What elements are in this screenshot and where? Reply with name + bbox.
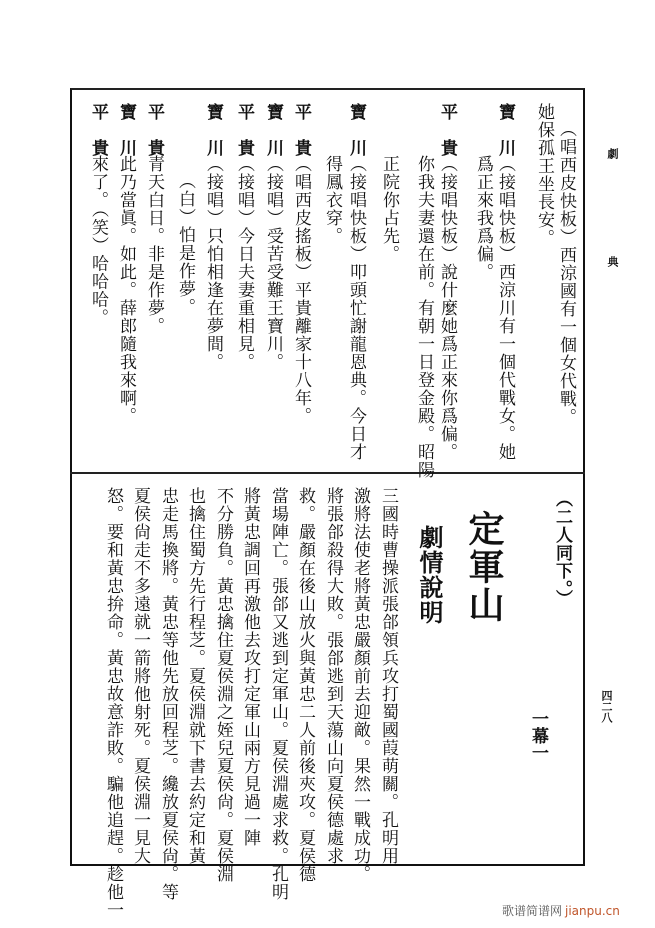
dialogue-line: 此乃當眞。如此。薛郎隨我來啊。 [116, 155, 136, 425]
speaker-label: 平貴 [437, 103, 457, 175]
synopsis-line: 三國時曹操派張郃領兵攻打蜀國葭萌關。孔明用 [378, 487, 398, 865]
synopsis-line: 夏侯尙走不多遠就一箭將他射死。夏侯淵一見大 [130, 487, 150, 865]
speaker-label: 平貴 [88, 103, 108, 175]
speaker-label: 平貴 [234, 103, 254, 175]
dialogue-line: （接唱）只怕相逢在夢間。 [203, 155, 223, 371]
dialogue-line: （唱西皮快板）西涼國有一個女代戰。 [556, 120, 576, 426]
speaker-label: 寶川 [203, 103, 223, 175]
page-number: 四二八 [600, 690, 613, 723]
synopsis-line: 不分勝負。黃忠擒住夏侯淵之姪兒夏侯尙。夏侯淵 [213, 487, 233, 883]
synopsis-line: 也擒住蜀方先行程芝。夏侯淵就下書去約定和黃 [185, 487, 205, 865]
synopsis-line: 將張郃殺得大敗。張郃逃到天蕩山向夏侯德處求 [323, 487, 343, 865]
watermark-cn: 歌谱简谱网 [502, 904, 563, 918]
dialogue-line: 來了。（笑）哈哈哈。 [88, 155, 108, 327]
dialogue-line: （唱西皮搖板）平貴離家十八年。 [291, 155, 311, 425]
margin-header-char-1: 劇 [606, 148, 619, 159]
section-divider [70, 472, 585, 474]
synopsis-line: 怒。要和黃忠拚命。黃忠故意詐敗。騙他追趕。趁他一 [103, 487, 123, 919]
synopsis-line: 將黃忠調回再激他去攻打定軍山兩方見過一陣 [240, 487, 260, 847]
dialogue-line: （接唱）受苦受難王寶川。 [263, 155, 283, 371]
dialogue-line: （接唱快板）叩頭忙謝龍恩典。今日才 [346, 155, 366, 461]
dialogue-line: 她保孤王坐長安。 [534, 103, 554, 247]
synopsis-line: 救。嚴顏在後山放火與黃忠二人前後夾攻。夏侯德 [295, 487, 315, 883]
act-end-marker: 一幕一 [528, 710, 548, 761]
dialogue-line: 你我夫妻還在前。有朝一日登金殿。昭陽 [414, 155, 434, 479]
dialogue-line: 爲正來我爲偏。 [473, 155, 493, 281]
dialogue-line: （接唱）今日夫妻重相見。 [234, 155, 254, 371]
margin-header-char-2: 典 [606, 256, 619, 267]
play-title: 定軍山 [463, 510, 505, 624]
watermark [502, 902, 620, 919]
dialogue-line: 得鳳衣穿。 [322, 155, 342, 245]
speaker-label: 寶川 [263, 103, 283, 175]
speaker-label: 平貴 [291, 103, 311, 175]
watermark-en: jianpu.cn [565, 904, 620, 918]
speaker-label: 寶川 [346, 103, 366, 175]
synopsis-line: 忠走馬換將。黃忠等他先放回程芝。纔放夏侯尙。等 [158, 487, 178, 901]
speaker-label: 寶川 [116, 103, 136, 175]
synopsis-heading: 劇情說明 [415, 525, 444, 625]
speaker-label: 寶川 [495, 103, 515, 175]
stage-direction: （二人同下。） [552, 490, 572, 608]
dialogue-line: （白）怕是作夢。 [175, 172, 195, 316]
synopsis-line: 激將法使老將黃忠嚴顏前去迎敵。果然一戰成功。 [350, 487, 370, 883]
dialogue-line: （接唱快板）說什麼她爲正來你爲偏。 [437, 155, 457, 461]
dialogue-line: 正院你占先。 [379, 155, 399, 263]
synopsis-line: 當場陣亡。張郃又逃到定軍山。夏侯淵處求救。孔明 [268, 487, 288, 901]
dialogue-line: 青天白日。非是作夢。 [144, 155, 164, 335]
dialogue-line: （接唱快板）西涼川有一個代戰女。她 [495, 155, 515, 461]
speaker-label: 平貴 [144, 103, 164, 175]
